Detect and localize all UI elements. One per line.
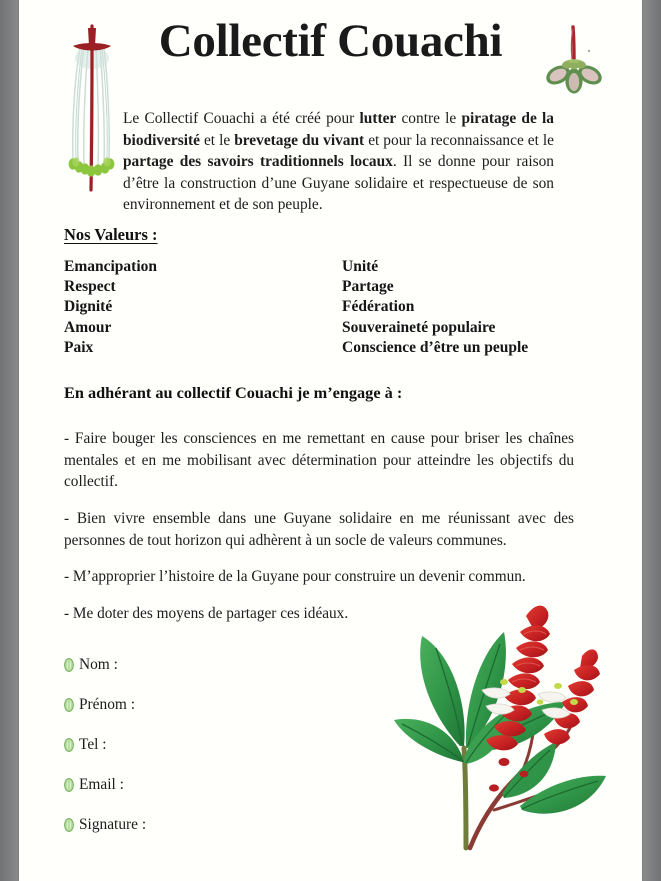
document-page: [19, 0, 642, 881]
value-item: Souveraineté populaire: [342, 318, 496, 336]
form-field-label: Prénom :: [79, 696, 136, 713]
value-item: Unité: [342, 258, 379, 275]
pledge-heading: En adhérant au collectif Couachi je m’engage à :: [64, 383, 403, 402]
value-item: Emancipation: [64, 258, 158, 275]
green-seed-icon: [64, 818, 74, 832]
pledge-item: - Faire bouger les consciences en me remettant en cause pour briser les chaînes mentales et en me mobilisant avec détermination pour atteindre les objectifs du collectif.: [64, 430, 574, 491]
viewer-left-gutter: [0, 0, 19, 881]
intro-paragraph: [123, 108, 554, 216]
form-field-label: Email :: [79, 776, 124, 793]
intro-text: . Il se donne pour raison d’être la construction d’une Guyane solidaire et respectueuse de son environnement et de son peuple.: [123, 153, 554, 214]
pledge-item: - M’approprier l’histoire de la Guyane pour construire un devenir commun.: [64, 568, 526, 586]
form-field-row: [64, 685, 364, 725]
viewer-right-gutter: [642, 0, 661, 881]
form-field-label: Tel :: [79, 736, 107, 753]
values-heading: Nos Valeurs :: [64, 225, 158, 244]
pledge-item: - Bien vivre ensemble dans une Guyane solidaire en me réunissant avec des personnes de tout horizon qui adhèrent à un socle de valeurs communes.: [64, 510, 574, 549]
value-item: Fédération: [342, 298, 415, 316]
document-header: [19, 0, 642, 85]
form-field-row: [64, 725, 364, 765]
red-flower-plant-illustration: [374, 598, 612, 856]
intro-text: et pour la reconnaissance et le: [364, 131, 554, 149]
form-field-row: [64, 805, 364, 845]
pledge-list: [64, 413, 574, 625]
form-field-label: Signature :: [79, 816, 147, 833]
intro-emphasis: piratage de la biodiversité: [123, 110, 554, 149]
intro-text: contre le: [396, 110, 462, 128]
intro-emphasis: partage des savoirs traditionnels locaux: [123, 153, 393, 171]
fruit-pods-illustration: [543, 25, 605, 97]
value-item: Amour: [64, 318, 112, 336]
pledge-item: - Me doter des moyens de partager ces idéaux.: [64, 605, 349, 623]
value-item: Partage: [342, 278, 394, 296]
intro-text: et le: [199, 131, 235, 149]
green-seed-icon: [64, 698, 74, 712]
green-seed-icon: [64, 658, 74, 672]
form-field-row: [64, 645, 364, 685]
value-item: Respect: [64, 278, 116, 296]
values-list: [64, 257, 564, 358]
page-title: Collectif Couachi: [158, 15, 503, 67]
value-item: Dignité: [64, 298, 113, 316]
value-item: Paix: [64, 338, 94, 356]
green-seed-icon: [64, 778, 74, 792]
value-item: Conscience d’être un peuple: [342, 338, 529, 356]
intro-emphasis: lutter: [359, 110, 397, 128]
form-field-label: Nom :: [79, 656, 118, 673]
form-field-row: [64, 765, 364, 805]
intro-emphasis: brevetage du vivant: [234, 131, 365, 149]
signup-fields: [64, 645, 364, 845]
intro-text: Le Collectif Couachi a été créé pour: [123, 110, 360, 128]
green-seed-icon: [64, 738, 74, 752]
